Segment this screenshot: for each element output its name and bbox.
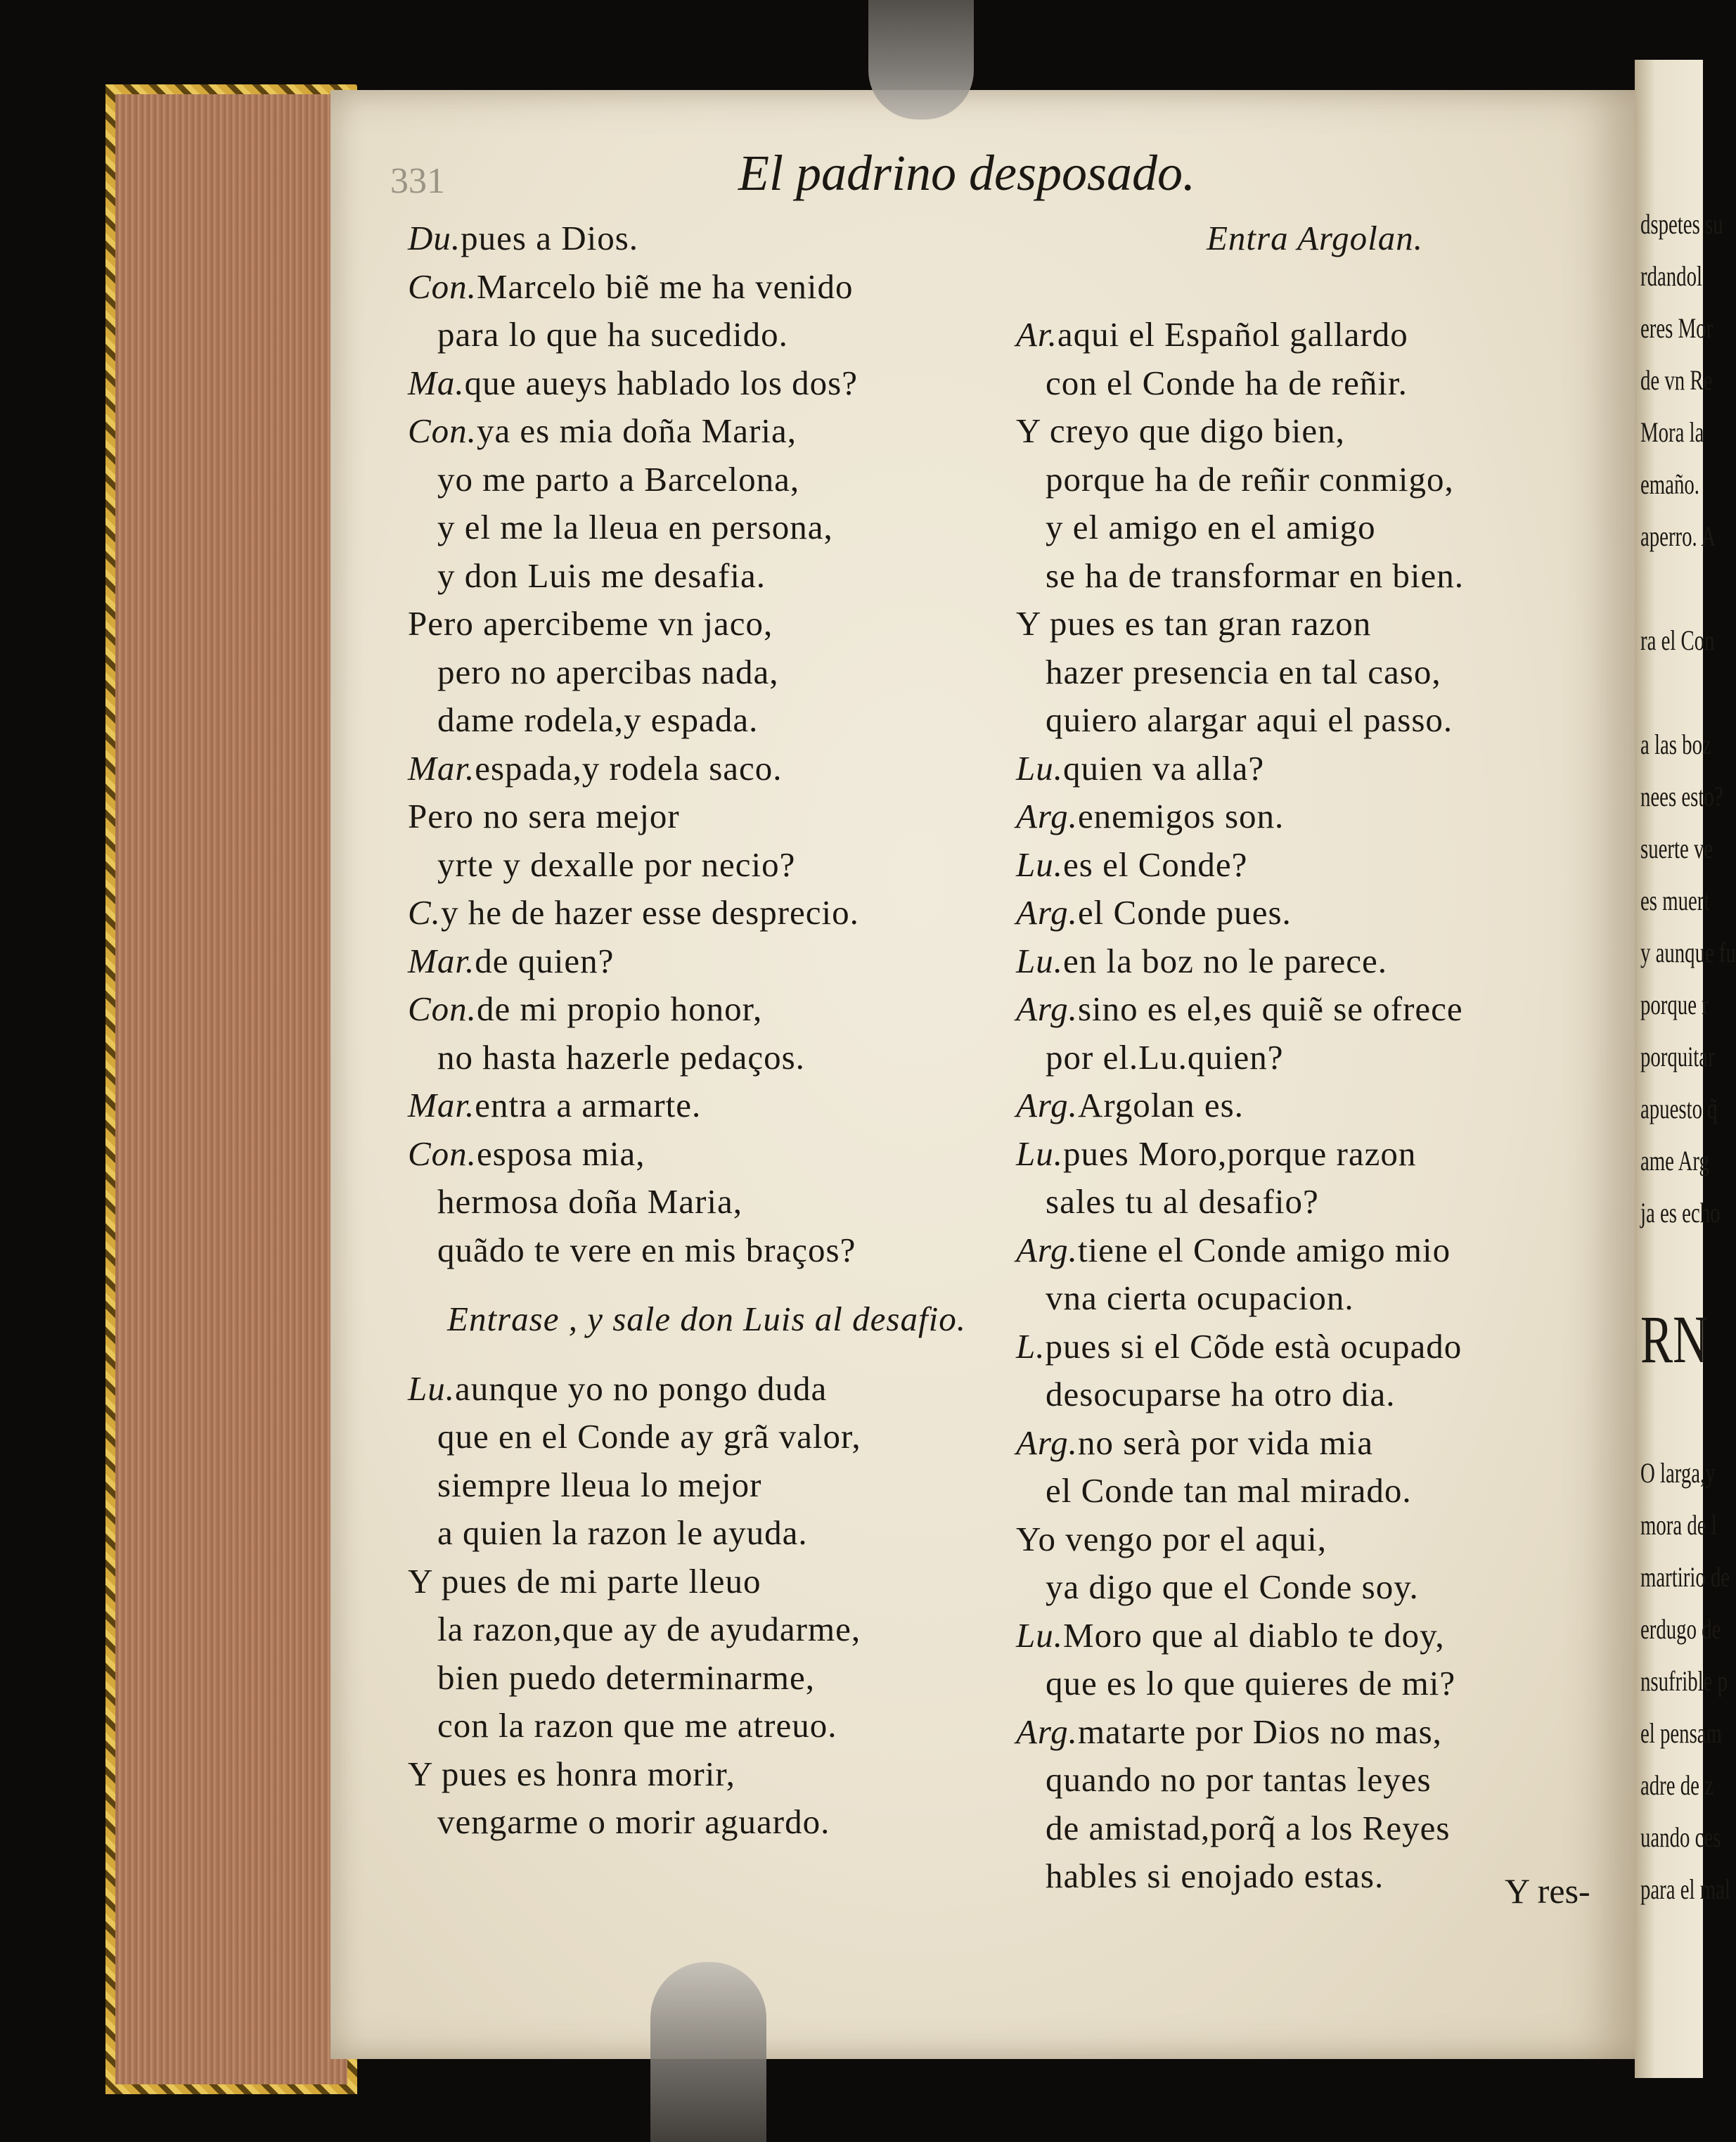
speaker-label: Ma. xyxy=(408,363,465,402)
catchword: Y res- xyxy=(1505,1871,1590,1911)
verse-text: quãdo te vere en mis braços? xyxy=(437,1230,856,1269)
page-clip-bottom xyxy=(650,1962,766,2142)
verse-text: se ha de transformar en bien. xyxy=(1046,556,1464,595)
verse-line xyxy=(1016,263,1614,312)
verse-text: con la razon que me atreuo. xyxy=(437,1706,837,1745)
page-clip-top xyxy=(868,0,974,120)
verse-text: que aueys hablado los dos? xyxy=(464,363,859,402)
verse-text: Pero apercibeme vn jaco, xyxy=(408,604,773,643)
verse-line xyxy=(408,793,1005,841)
speaker-label: Arg. xyxy=(1016,893,1078,932)
verse-text: que en el Conde ay grã valor, xyxy=(437,1417,861,1456)
verse-line xyxy=(1016,1178,1614,1226)
verse-line xyxy=(1016,1467,1614,1515)
verse-text: bien puedo determinarme, xyxy=(437,1657,815,1697)
verse-line xyxy=(1016,1082,1614,1130)
verse-text: Y pues es honra morir, xyxy=(408,1754,735,1793)
verse-text: dame rodela,y espada. xyxy=(437,700,759,739)
verse-text: con el Conde ha de reñir. xyxy=(1046,363,1408,402)
verse-line xyxy=(1016,1612,1614,1660)
verse-line xyxy=(408,214,1005,263)
verse-line xyxy=(408,1082,1005,1130)
verse-text: Yo vengo por el aqui, xyxy=(1016,1519,1327,1558)
verse-line xyxy=(1016,1371,1614,1419)
verse-text: el Conde tan mal mirado. xyxy=(1046,1471,1412,1510)
verse-text: vengarme o morir aguardo. xyxy=(437,1802,830,1841)
verse-line xyxy=(408,1702,1005,1750)
speaker-label: Lu. xyxy=(1016,748,1064,788)
verse-text: no serà por vida mia xyxy=(1077,1423,1373,1462)
facing-page-fragment: para el mal xyxy=(1640,1873,1730,1905)
verse-line xyxy=(1016,1708,1614,1757)
verse-text: y he de hazer esse desprecio. xyxy=(440,893,859,932)
speaker-label: C. xyxy=(408,893,441,932)
verse-text: desocuparse ha otro dia. xyxy=(1046,1375,1396,1413)
stage-spacer xyxy=(408,1344,1005,1365)
verse-line xyxy=(408,263,1005,312)
verse-line xyxy=(408,456,1005,504)
verse-text: esposa mia, xyxy=(476,1134,645,1173)
facing-page-fragment: ja es echo xyxy=(1640,1197,1721,1229)
facing-page-fragment: nees esto? xyxy=(1640,781,1723,812)
verse-text: quando no por tantas leyes xyxy=(1046,1760,1432,1799)
verse-text: y don Luis me desafia. xyxy=(437,556,766,595)
facing-page-fragment: RN xyxy=(1640,1302,1709,1377)
verse-line xyxy=(1016,552,1614,601)
verse-text: entra a armarte. xyxy=(475,1086,702,1124)
right-column xyxy=(1016,214,1614,1901)
verse-text: a quien la razon le ayuda. xyxy=(437,1513,808,1552)
verse-line xyxy=(1016,504,1614,552)
facing-page-fragment: y aunque fu xyxy=(1640,937,1736,968)
stage-direction: Entra Argolan. xyxy=(1206,219,1424,257)
verse-text: vna cierta ocupacion. xyxy=(1046,1278,1354,1317)
verse-text: y el amigo en el amigo xyxy=(1046,508,1376,546)
verse-text: por el.Lu.quien? xyxy=(1046,1037,1284,1077)
speaker-label: Arg. xyxy=(1016,1086,1078,1124)
verse-text: y el me la lleua en persona, xyxy=(437,508,833,546)
verse-line xyxy=(408,1461,1005,1510)
verse-line xyxy=(1016,1419,1614,1468)
verse-text: que es lo que quieres de mi? xyxy=(1046,1664,1456,1702)
verse-text: yo me parto a Barcelona, xyxy=(437,459,800,499)
verse-line xyxy=(1016,1563,1614,1612)
stage-spacer xyxy=(408,1274,1005,1295)
speaker-label: Ar. xyxy=(1016,315,1057,354)
verse-text: aqui el Español gallardo xyxy=(1057,315,1408,354)
facing-page-fragment: martirio de xyxy=(1640,1561,1730,1593)
facing-page-fragment: porquitar xyxy=(1640,1041,1715,1072)
book-fore-edge xyxy=(105,84,357,2094)
verse-text: de quien? xyxy=(475,941,615,980)
verse-text: hazer presencia en tal caso, xyxy=(1046,652,1441,691)
verse-line xyxy=(1016,841,1614,890)
verse-line xyxy=(1016,1226,1614,1275)
verse-line xyxy=(1016,407,1614,456)
facing-page-fragment: O larga,y xyxy=(1640,1457,1716,1489)
verse-line xyxy=(408,1605,1005,1654)
verse-text: el Conde pues. xyxy=(1077,893,1292,932)
verse-line xyxy=(408,841,1005,890)
verse-line xyxy=(408,1178,1005,1226)
facing-page-fragment: es muert xyxy=(1640,885,1710,916)
verse-text: hables si enojado estas. xyxy=(1046,1856,1384,1895)
speaker-label: Du. xyxy=(408,219,461,257)
verse-text: aunque yo no pongo duda xyxy=(455,1368,828,1408)
speaker-label: Lu. xyxy=(1016,941,1064,980)
speaker-label: Lu. xyxy=(408,1368,456,1408)
verse-line xyxy=(408,745,1005,793)
facing-page-fragment: adre de z xyxy=(1640,1769,1714,1801)
facing-page-fragment: mora de l xyxy=(1640,1509,1717,1541)
facing-page-fragment: de vn Re xyxy=(1640,364,1713,396)
left-column xyxy=(408,214,1005,1847)
facing-page-fragment: ra el Con xyxy=(1640,624,1715,656)
speaker-label: L. xyxy=(1016,1326,1046,1366)
verse-text: Y creyo que digo bien, xyxy=(1016,411,1345,450)
speaker-label: Mar. xyxy=(408,748,475,788)
facing-page-fragment: rdandol xyxy=(1640,260,1702,292)
verse-line xyxy=(1016,985,1614,1034)
verse-text: Moro que al diablo te doy, xyxy=(1063,1615,1445,1655)
verse-line xyxy=(408,648,1005,697)
speaker-label: Arg. xyxy=(1016,1712,1078,1751)
speaker-label: Con. xyxy=(408,989,477,1028)
verse-line xyxy=(408,696,1005,745)
verse-line xyxy=(1016,793,1614,841)
verse-text: yrte y dexalle por necio? xyxy=(437,845,796,884)
verse-text: Argolan es. xyxy=(1077,1086,1244,1124)
facing-page-fragment: uando ces xyxy=(1640,1821,1721,1853)
verse-line xyxy=(408,1034,1005,1082)
speaker-label: Con. xyxy=(408,411,477,450)
verse-text: sales tu al desafio? xyxy=(1046,1182,1319,1221)
verse-line xyxy=(1016,889,1614,937)
stage-direction: Entrase , y sale don Luis al desafio. xyxy=(447,1300,966,1338)
facing-page-fragment: ame Arg xyxy=(1640,1145,1709,1176)
verse-text: pero no apercibas nada, xyxy=(437,652,779,691)
speaker-label: Lu. xyxy=(1016,1134,1064,1173)
verse-line xyxy=(408,1130,1005,1179)
speaker-label: Lu. xyxy=(1016,845,1064,884)
verse-text: Marcelo biẽ me ha venido xyxy=(476,267,854,306)
verse-line xyxy=(1016,1034,1614,1082)
facing-page-fragment: Mora la xyxy=(1640,416,1704,448)
verse-text: pues si el Cõde està ocupado xyxy=(1045,1326,1462,1366)
verse-line xyxy=(1016,696,1614,745)
speaker-label: Con. xyxy=(408,1134,477,1173)
verse-text: de mi propio honor, xyxy=(476,989,763,1028)
verse-line xyxy=(408,1413,1005,1461)
speaker-label: Mar. xyxy=(408,941,475,980)
speaker-label: Lu. xyxy=(1016,1615,1064,1655)
facing-page-fragment: suerte ve xyxy=(1640,833,1714,864)
verse-text: pues Moro,porque razon xyxy=(1063,1134,1417,1173)
verse-line xyxy=(1016,1756,1614,1804)
verse-text: de amistad,porq̃ a los Reyes xyxy=(1046,1808,1451,1847)
verse-line xyxy=(408,407,1005,456)
facing-page-fragment: porque r xyxy=(1640,989,1709,1020)
facing-page-fragment: erdugo de xyxy=(1640,1613,1721,1645)
verse-text: siempre lleua lo mejor xyxy=(437,1465,762,1504)
verse-text: es el Conde? xyxy=(1063,845,1248,884)
verse-line xyxy=(1016,1323,1614,1371)
verse-text: hermosa doña Maria, xyxy=(437,1182,742,1221)
facing-page-fragment: a las boz xyxy=(1640,729,1711,760)
verse-text: espada,y rodela saco. xyxy=(475,748,783,788)
verse-line xyxy=(1016,1804,1614,1853)
verse-text: en la boz no le parece. xyxy=(1063,941,1388,980)
facing-page-edge xyxy=(1635,60,1736,2078)
verse-text: ya digo que el Conde soy. xyxy=(1046,1567,1419,1606)
verse-line xyxy=(408,1798,1005,1847)
verse-line xyxy=(408,1365,1005,1413)
verse-text: la razon,que ay de ayudarme, xyxy=(437,1610,861,1648)
verse-line xyxy=(408,359,1005,408)
verse-line xyxy=(408,937,1005,986)
verse-text: sino es el,es quiẽ se ofrece xyxy=(1077,989,1463,1028)
verse-line xyxy=(1016,456,1614,504)
verse-text: pues a Dios. xyxy=(461,219,639,257)
verse-line xyxy=(408,552,1005,601)
verse-text: tiene el Conde amigo mio xyxy=(1077,1230,1451,1269)
speaker-label: Mar. xyxy=(408,1086,475,1124)
verse-line xyxy=(1016,1660,1614,1708)
facing-page-fragment: eres Mor xyxy=(1640,312,1714,344)
verse-line xyxy=(408,504,1005,552)
facing-page-fragment: dspetes su xyxy=(1640,208,1723,240)
verse-line xyxy=(408,1750,1005,1799)
verse-text: Y pues de mi parte lleuo xyxy=(408,1561,761,1601)
verse-line xyxy=(1016,937,1614,986)
speaker-label: Arg. xyxy=(1016,1423,1078,1462)
verse-line xyxy=(408,1654,1005,1702)
verse-text: ya es mia doña Maria, xyxy=(476,411,797,450)
verse-line xyxy=(408,1226,1005,1275)
running-head: El padrino desposado. xyxy=(738,145,1196,201)
verse-line xyxy=(1016,648,1614,697)
verse-line xyxy=(1016,600,1614,648)
facing-page-fragment: nsufrible p xyxy=(1640,1665,1728,1697)
facing-page-fragment: emaño. xyxy=(1640,468,1699,500)
facing-page-fragment: aperro. A xyxy=(1640,520,1716,552)
verse-text: quien va alla? xyxy=(1063,748,1265,788)
verse-line xyxy=(1016,745,1614,793)
facing-page-fragment: el pensam xyxy=(1640,1717,1722,1749)
verse-line xyxy=(1016,1130,1614,1179)
facing-page-fragment: apuesto q̃ xyxy=(1640,1093,1718,1124)
verse-text: para lo que ha sucedido. xyxy=(437,315,788,354)
verse-text: Y pues es tan gran razon xyxy=(1016,604,1372,643)
verse-line xyxy=(1016,311,1614,359)
verse-line xyxy=(408,1558,1005,1606)
verse-text: enemigos son. xyxy=(1077,797,1285,835)
verse-text: matarte por Dios no mas, xyxy=(1077,1712,1442,1751)
verse-line xyxy=(408,889,1005,937)
speaker-label: Con. xyxy=(408,267,477,306)
speaker-label: Arg. xyxy=(1016,989,1078,1028)
page-number: 331 xyxy=(390,161,445,201)
verse-line xyxy=(1016,1515,1614,1564)
verse-text: porque ha de reñir conmigo, xyxy=(1046,459,1454,499)
verse-text: no hasta hazerle pedaços. xyxy=(437,1037,805,1077)
verse-text: quiero alargar aqui el passo. xyxy=(1046,700,1453,739)
speaker-label: Arg. xyxy=(1016,797,1078,835)
verse-text: Pero no sera mejor xyxy=(408,797,680,835)
verse-line xyxy=(1016,1274,1614,1323)
verse-line xyxy=(408,311,1005,359)
speaker-label: Arg. xyxy=(1016,1230,1078,1269)
verse-line xyxy=(408,600,1005,648)
verse-line xyxy=(1016,359,1614,408)
verse-line xyxy=(408,1509,1005,1558)
verse-line xyxy=(408,985,1005,1034)
